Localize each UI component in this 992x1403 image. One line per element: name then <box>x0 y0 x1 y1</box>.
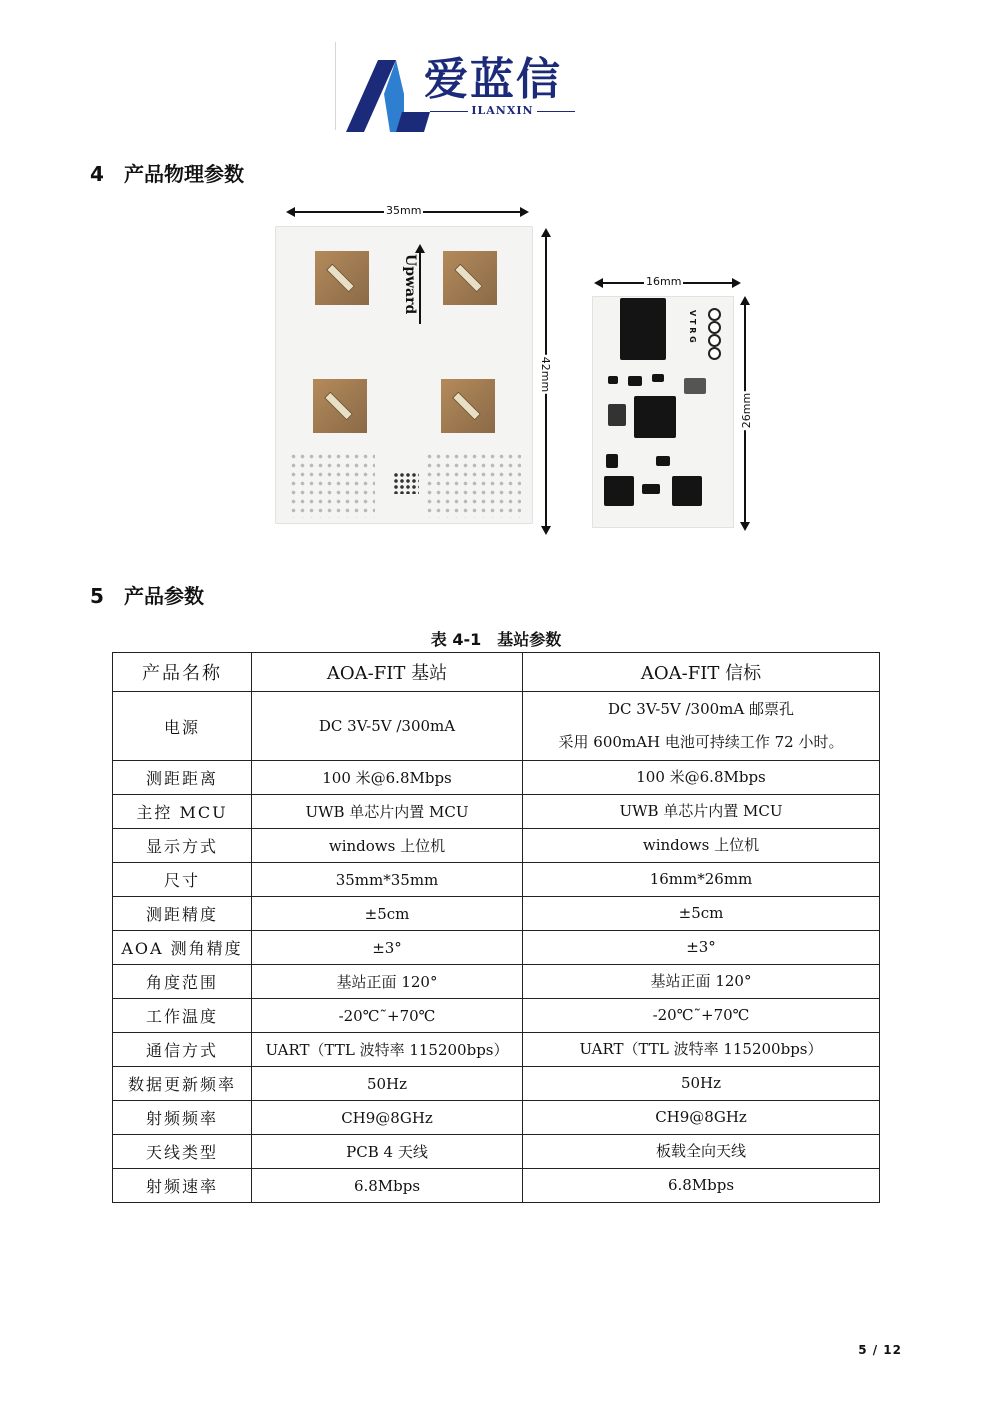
arrow-right-icon <box>732 278 741 288</box>
base-station-value-cell: UART（TTL 波特率 115200bps） <box>252 1033 523 1067</box>
beacon-value-cell <box>523 863 880 897</box>
base-station-value-cell: windows 上位机 <box>252 829 523 863</box>
base-station-value-cell: 基站正面 120° <box>252 965 523 999</box>
header-pin <box>708 308 721 321</box>
beacon-value-line: 板载全向天线 <box>655 1142 746 1160</box>
beacon-value-line: 100 米@6.8Mbps <box>636 768 766 786</box>
table-row <box>113 999 880 1033</box>
beacon-value-cell <box>523 1033 880 1067</box>
table-row <box>113 897 880 931</box>
beacon-value-cell <box>523 761 880 795</box>
arrow-left-icon <box>286 207 295 217</box>
regulator-chip <box>672 476 702 506</box>
base-station-value-cell: 35mm*35mm <box>252 863 523 897</box>
table-row <box>113 795 880 829</box>
header-cell: 产品名称 <box>113 653 252 692</box>
antenna-pad <box>441 379 495 433</box>
component <box>628 376 642 386</box>
section-number: 5 <box>90 584 104 608</box>
param-name-cell: 射频速率 <box>113 1169 252 1203</box>
section-number: 4 <box>90 162 104 186</box>
param-name-cell: 主控 MCU <box>113 795 252 829</box>
arrow-down-icon <box>541 526 551 535</box>
section-heading-5 <box>90 580 204 609</box>
beacon-value-line: -20℃˜+70℃ <box>652 1006 750 1024</box>
base-station-value-cell: 50Hz <box>252 1067 523 1101</box>
table-row <box>113 1033 880 1067</box>
beacon-value-cell <box>523 1135 880 1169</box>
table-row <box>113 1135 880 1169</box>
beacon-value-line: 采用 600mAH 电池可持续工作 72 小时。 <box>558 733 844 751</box>
component <box>656 456 670 466</box>
beacon-value-line: 16mm*26mm <box>649 870 753 888</box>
param-name-cell: 数据更新频率 <box>113 1067 252 1101</box>
table-header-row <box>113 653 880 692</box>
dimension-label-height-a: 42mm <box>539 356 553 393</box>
beacon-value-cell <box>523 999 880 1033</box>
arrow-down-icon <box>740 522 750 531</box>
beacon-value-line: windows 上位机 <box>642 836 760 854</box>
page-number: 5 / 12 <box>858 1343 902 1357</box>
beacon-value-cell <box>523 1169 880 1203</box>
base-station-value-cell: UWB 单芯片内置 MCU <box>252 795 523 829</box>
via-holes <box>289 452 375 518</box>
header-cell: AOA-FIT 基站 <box>252 653 523 692</box>
base-station-value-cell: 100 米@6.8Mbps <box>252 761 523 795</box>
table-row <box>113 692 880 761</box>
uwb-module-chip <box>620 298 666 360</box>
table-row <box>113 1101 880 1135</box>
param-name-cell: 工作温度 <box>113 999 252 1033</box>
beacon-value-line: ±5cm <box>678 904 724 922</box>
header-pin <box>708 334 721 347</box>
beacon-value-line: DC 3V-5V /300mA 邮票孔 <box>608 700 794 718</box>
beacon-value-cell <box>523 897 880 931</box>
table-row <box>113 965 880 999</box>
parameters-table <box>112 652 880 1203</box>
beacon-value-line: CH9@8GHz <box>655 1108 747 1126</box>
header-pin <box>708 347 721 360</box>
param-name-cell: 电源 <box>113 692 252 761</box>
dimension-label-height-b: 26mm <box>740 392 754 429</box>
table-row <box>113 931 880 965</box>
logo-name-cn: 爱蓝信 <box>424 54 562 105</box>
section-title: 产品物理参数 <box>124 162 244 186</box>
beacon-value-line: UART（TTL 波特率 115200bps） <box>579 1040 823 1058</box>
beacon-value-line: 6.8Mbps <box>667 1176 735 1194</box>
base-station-value-cell: CH9@8GHz <box>252 1101 523 1135</box>
beacon-value-cell <box>523 829 880 863</box>
component <box>642 484 660 494</box>
beacon-value-line: ±3° <box>686 938 716 956</box>
arrow-up-icon <box>740 296 750 305</box>
via-holes <box>425 452 521 518</box>
base-station-value-cell: ±3° <box>252 931 523 965</box>
base-station-value-cell: 6.8Mbps <box>252 1169 523 1203</box>
component <box>608 376 618 384</box>
beacon-value-cell <box>523 1067 880 1101</box>
table-row <box>113 1067 880 1101</box>
base-station-value-cell: PCB 4 天线 <box>252 1135 523 1169</box>
base-station-value-cell: ±5cm <box>252 897 523 931</box>
beacon-value-line: UWB 单芯片内置 MCU <box>619 802 783 820</box>
component <box>606 454 618 468</box>
param-name-cell: 天线类型 <box>113 1135 252 1169</box>
beacon-value-line: 50Hz <box>680 1074 722 1092</box>
param-name-cell: 通信方式 <box>113 1033 252 1067</box>
arrow-up-icon <box>541 228 551 237</box>
arrow-right-icon <box>520 207 529 217</box>
param-name-cell: 角度范围 <box>113 965 252 999</box>
antenna-pad <box>315 251 369 305</box>
beacon-value-cell <box>523 692 880 761</box>
beacon-value-cell <box>523 1101 880 1135</box>
dimension-label-width-a: 35mm <box>386 204 422 217</box>
table-row <box>113 1169 880 1203</box>
antenna-pad <box>313 379 367 433</box>
beacon-value-cell <box>523 795 880 829</box>
logo-name-en: ILANXIN <box>430 104 575 117</box>
header-cell: AOA-FIT 信标 <box>523 653 880 692</box>
beacon-board <box>592 296 734 528</box>
logo-mark-icon <box>344 54 434 134</box>
param-name-cell: 测距精度 <box>113 897 252 931</box>
component <box>652 374 664 382</box>
table-row <box>113 761 880 795</box>
param-name-cell: AOA 测角精度 <box>113 931 252 965</box>
param-name-cell: 显示方式 <box>113 829 252 863</box>
param-name-cell: 射频频率 <box>113 1101 252 1135</box>
header-pin <box>708 321 721 334</box>
table-row <box>113 863 880 897</box>
section-title: 产品参数 <box>124 584 204 608</box>
crystal <box>684 378 706 394</box>
upward-label: Upward <box>402 254 418 315</box>
table-row <box>113 829 880 863</box>
section-heading-4 <box>90 158 244 187</box>
regulator-chip <box>604 476 634 506</box>
beacon-value-cell <box>523 965 880 999</box>
product-photo <box>270 198 760 540</box>
param-name-cell: 测距距离 <box>113 761 252 795</box>
table-caption: 表 4-1 基站参数 <box>430 630 562 649</box>
beacon-value-line: 基站正面 120° <box>650 972 752 990</box>
pin-labels: V T R G <box>688 310 697 343</box>
mcu-chip <box>634 396 676 438</box>
antenna-pad <box>443 251 497 305</box>
beacon-value-cell <box>523 931 880 965</box>
sensor-chip <box>393 472 419 494</box>
dimension-label-width-b: 16mm <box>646 275 682 288</box>
base-station-value-cell: DC 3V-5V /300mA <box>252 692 523 761</box>
base-station-value-cell: -20℃˜+70℃ <box>252 999 523 1033</box>
component <box>608 404 626 426</box>
param-name-cell: 尺寸 <box>113 863 252 897</box>
arrow-left-icon <box>594 278 603 288</box>
